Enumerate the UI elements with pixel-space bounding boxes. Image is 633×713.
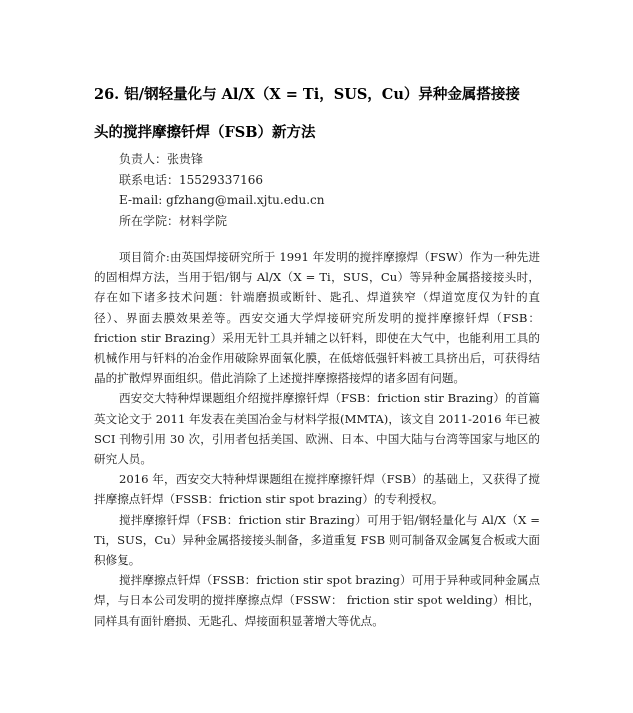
title-line-1: 26. 铝/钢轻量化与 Al/X（X = Ti，SUS，Cu）异种金属搭接接 — [94, 86, 520, 103]
school: 所在学院：材料学院 — [119, 213, 228, 228]
title-line-2: 头的搅拌摩擦钎焊（FSB）新方法 — [94, 124, 316, 141]
contact-email: E-mail: gfzhang@mail.xjtu.edu.cn — [119, 193, 325, 207]
paragraph-paper: 西安交大特种焊课题组介绍搅拌摩擦钎焊（FSB：friction stir Brazing）的首篇英文论文于 2011 年发表在美国冶金与材料学报(MMTA)，该文自 2011-2016 年已被 SCI 刊物引用 30 次，引用者包括美国、欧洲、日本、中国大陆与台湾等国家与地区的研究人员。 — [94, 391, 540, 467]
paragraph-patent: 2016 年，西安交大特种焊课题组在搅拌摩擦钎焊（FSB）的基础上，又获得了搅拌摩擦点钎焊（FSSB：friction stir spot brazing）的专利授权。 — [94, 472, 540, 507]
contact-info — [119, 149, 325, 231]
paragraph-intro: 项目简介:由英国焊接研究所于 1991 年发明的搅拌摩擦焊（FSW）作为一种先进的固相焊方法，当用于铝/钢与 Al/X（X = Ti，SUS，Cu）等异种金属搭接接头时，存在如下诸多技术问题：针端磨损或断针、匙孔、焊道狭窄（焊道宽度仅为针的直径）、界面去膜效果差等。西安交通大学焊接研究所发明的搅拌摩擦钎焊（FSB：friction stir Brazing）采用无针工具并辅之以钎料，即使在大气中，也能利用工具的机械作用与钎料的冶金作用破除界面氧化膜，在低熔低强钎料被工具挤出后，可获得结晶的扩散焊界面组织。借此消除了上述搅拌摩擦搭接焊的诸多固有问题。 — [94, 250, 540, 386]
document-body — [94, 247, 540, 631]
person-in-charge: 负责人：张贵锋 — [119, 152, 204, 166]
paragraph-fssb-application: 搅拌摩擦点钎焊（FSSB：friction stir spot brazing）可用于异种或同种金属点焊，与日本公司发明的搅拌摩擦点焊（FSSW： friction stir spot welding）相比，同样具有面针磨损、无匙孔、焊接面积显著增大等优点。 — [94, 573, 540, 628]
paragraph-fsb-application: 搅拌摩擦钎焊（FSB：friction stir Brazing）可用于铝/钢轻量化与 Al/X（X = Ti，SUS，Cu）异种金属搭接接头制备，多道重复 FSB 则可制备双金属复合板或大面积修复。 — [94, 512, 540, 568]
document-title — [94, 76, 546, 152]
contact-phone: 联系电话：15529337166 — [119, 172, 263, 187]
